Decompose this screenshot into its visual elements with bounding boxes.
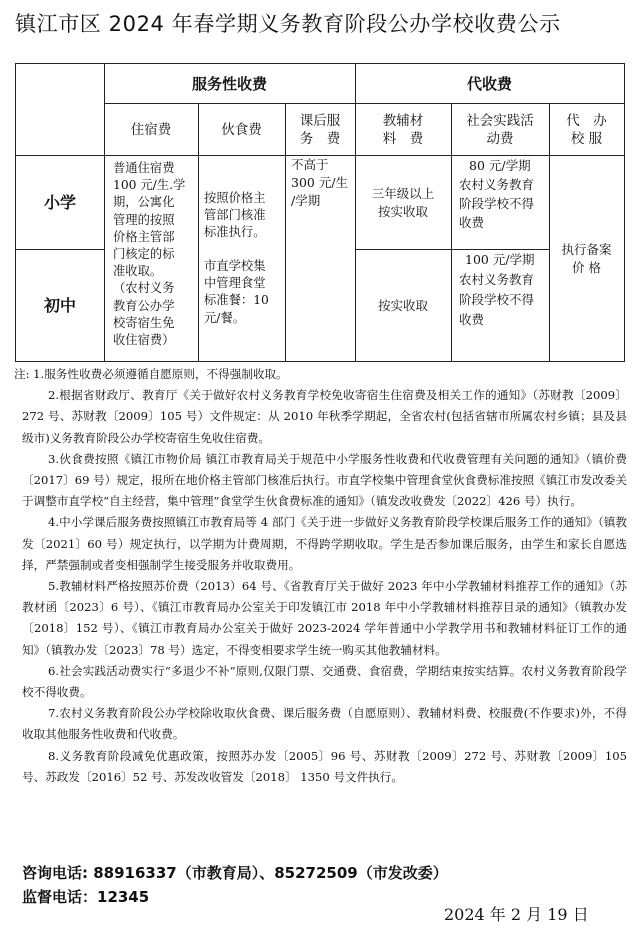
header-lodging: 住宿费 <box>130 121 172 138</box>
note-2: 2.根据省财政厅、教育厅《关于做好农村义务教育学校免收寄宿生住宿费及相关工作的通知》（苏财教〔2009〕272 号、苏财教〔2009〕105 号）文件规定：从 2010 年秋季学期起，全省农村(包括省辖市所属农村乡镇；县及县级市)义务教育阶段公办学校寄宿生免收住宿费。 <box>22 388 627 445</box>
row-primary-school: 小学 <box>43 192 76 212</box>
note-3: 3.伙食费按照《镇江市物价局 镇江市教育局关于规范中小学服务性收费和代收费管理有关问题的通知》（镇价费〔2017〕69 号）规定，报所在地价格主管部门核准后执行。市直学校集中管理食堂伙食费标准按照《镇江市发改委关于调整市直学校“自主经营，集中管理”食堂学生伙食费标准的通知》（镇发改收费发〔2022〕426 号）执行。 <box>22 451 627 509</box>
page-title: 镇江市区 2024 年春学期义务教育阶段公办学校收费公示 <box>15 12 561 36</box>
header-collection-fees: 代收费 <box>466 74 512 93</box>
note-6: 6.社会实践活动费实行“多退少不补”原则,仅限门票、交通费、食宿费，学期结束按实结算。农村义务教育阶段学校不得收费。 <box>22 663 627 700</box>
publish-date: 2024 年 2 月 19 日 <box>444 905 589 924</box>
materials-junior-text: 按实收取 <box>377 297 428 313</box>
header-social-practice: 社会实践活 动费 <box>466 112 534 147</box>
consult-phone: 咨询电话: 88916337（市教育局）、85272509（市发改委） <box>22 864 448 882</box>
afterschool-fee-text: 不高于 300 元/生 /学期 <box>291 157 349 208</box>
header-uniform: 代 办 校 服 <box>566 112 607 147</box>
meals-fee-text-2: 市直学校集 中管理食堂 标准餐：10 元/餐。 <box>204 259 269 325</box>
row-junior-high: 初中 <box>43 295 76 315</box>
note-7: 7.农村义务教育阶段公办学校除收取伙食费、课后服务费（自愿原则）、教辅材料费、校服费(不作要求)外，不得收取其他服务性收费和代收费。 <box>22 706 627 742</box>
notes-section <box>14 364 627 788</box>
note-5: 5.教辅材料严格按照苏价费（2013）64 号、《省教育厅关于做好 2023 年中小学教辅材料推荐工作的通知》（苏教材函〔2023〕6 号）、《镇江市教育局办公室关于印发镇江市 2018 年中小学教辅材料推荐目录的通知》（镇教办发〔2018〕152 号）、《镇江市教育局办公室关于做好 2023-2024 学年普通中小学教学用书和教辅材料征订工作的通知》（镇教办发〔2023〕78 号）选定，不得变相要求学生统一购买其他教辅材料。 <box>22 579 627 657</box>
header-meals: 伙食费 <box>221 121 262 138</box>
lodging-fee-text: 普通住宿费 100 元/生.学 期，公寓化 管理的按照 价格主管部 门核定的标 准收取。 （农村义务 教育公办学 校寄宿生免 收住宿费） <box>113 161 186 348</box>
note-8: 8.义务教育阶段减免优惠政策，按照苏办发〔2005〕96 号、苏财教〔2009〕272 号、苏财教〔2009〕105 号、苏政发〔2016〕52 号、苏发改收管发〔2018〕 1350 号文件执行。 <box>22 748 627 784</box>
social-practice-primary-text: 80 元/学期 农村义务教育 阶段学校不得 收费 <box>459 158 535 230</box>
meals-fee-text-1: 按照价格主 管部门核准 标准执行。 <box>204 191 266 240</box>
header-afterschool: 课后服 务 费 <box>299 112 341 147</box>
note-4: 4.中小学课后服务费按照镇江市教育局等 4 部门《关于进一步做好义务教育阶段学校课后服务工作的通知》（镇教发〔2021〕60 号）规定执行，以学期为计费周期，不得跨学期收取。学生是否参加课后服务，由学生和家长自愿选择，严禁强制或者变相强制学生接受服务并收取费用。 <box>22 515 627 572</box>
header-service-fees: 服务性收费 <box>191 74 267 93</box>
header-materials: 教辅材 料 费 <box>382 112 424 147</box>
supervise-phone: 监督电话：12345 <box>22 888 150 906</box>
social-practice-junior-text: 100 元/学期 农村义务教育 阶段学校不得 收费 <box>459 252 535 327</box>
materials-primary-text: 三年级以上 按实收取 <box>371 185 435 219</box>
note-1: 注: 1.服务性收费必须遵循自愿原则，不得强制收取。 <box>14 367 288 381</box>
uniform-fee-text: 执行备案 价 格 <box>561 241 612 275</box>
